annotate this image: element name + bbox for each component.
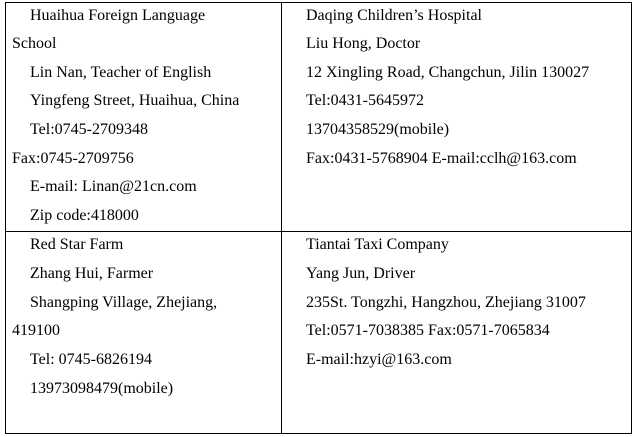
contact-person: Zhang Hui, Farmer — [30, 265, 154, 282]
street-address: 235St. Tongzhi, Hangzhou, Zhejiang 31007 — [306, 294, 586, 311]
telephone: Tel:0431-5645972 — [306, 92, 424, 109]
fax: Fax:0745-2709756 — [12, 150, 134, 167]
contact-person: Yang Jun, Driver — [306, 265, 416, 282]
hospital-name: Daqing Children’s Hospital — [306, 7, 482, 24]
table-border-left — [5, 2, 6, 434]
mobile: 13704358529(mobile) — [306, 121, 450, 138]
street-address: Yingfeng Street, Huaihua, China — [30, 92, 240, 109]
contact-person: Lin Nan, Teacher of English — [30, 64, 212, 81]
street-address: 12 Xingling Road, Changchun, Jilin 130027 — [306, 64, 590, 81]
table-border-right — [631, 2, 632, 434]
zip-code: Zip code:418000 — [30, 207, 139, 224]
table-border-top — [5, 2, 632, 3]
company-name: Tiantai Taxi Company — [306, 236, 449, 253]
postal-code: 419100 — [12, 322, 60, 339]
table-divider-vertical — [281, 2, 282, 434]
contact-person: Liu Hong, Doctor — [306, 35, 421, 52]
telephone: Tel: 0745-6826194 — [30, 351, 152, 368]
school-name-line2: School — [12, 35, 57, 52]
school-name-line1: Huaihua Foreign Language — [30, 7, 206, 24]
mobile: 13973098479(mobile) — [30, 380, 174, 397]
telephone: Tel:0745-2709348 — [30, 121, 148, 138]
table-border-bottom — [5, 433, 632, 434]
email: E-mail:hzyi@163.com — [306, 351, 452, 368]
farm-name: Red Star Farm — [30, 236, 124, 253]
fax-email: Fax:0431-5768904 E-mail:cclh@163.com — [306, 150, 577, 167]
table-border-middle — [5, 231, 632, 232]
email: E-mail: Linan@21cn.com — [30, 178, 197, 195]
tel-fax: Tel:0571-7038385 Fax:0571-7065834 — [306, 322, 550, 339]
street-address: Shangping Village, Zhejiang, — [30, 294, 218, 311]
